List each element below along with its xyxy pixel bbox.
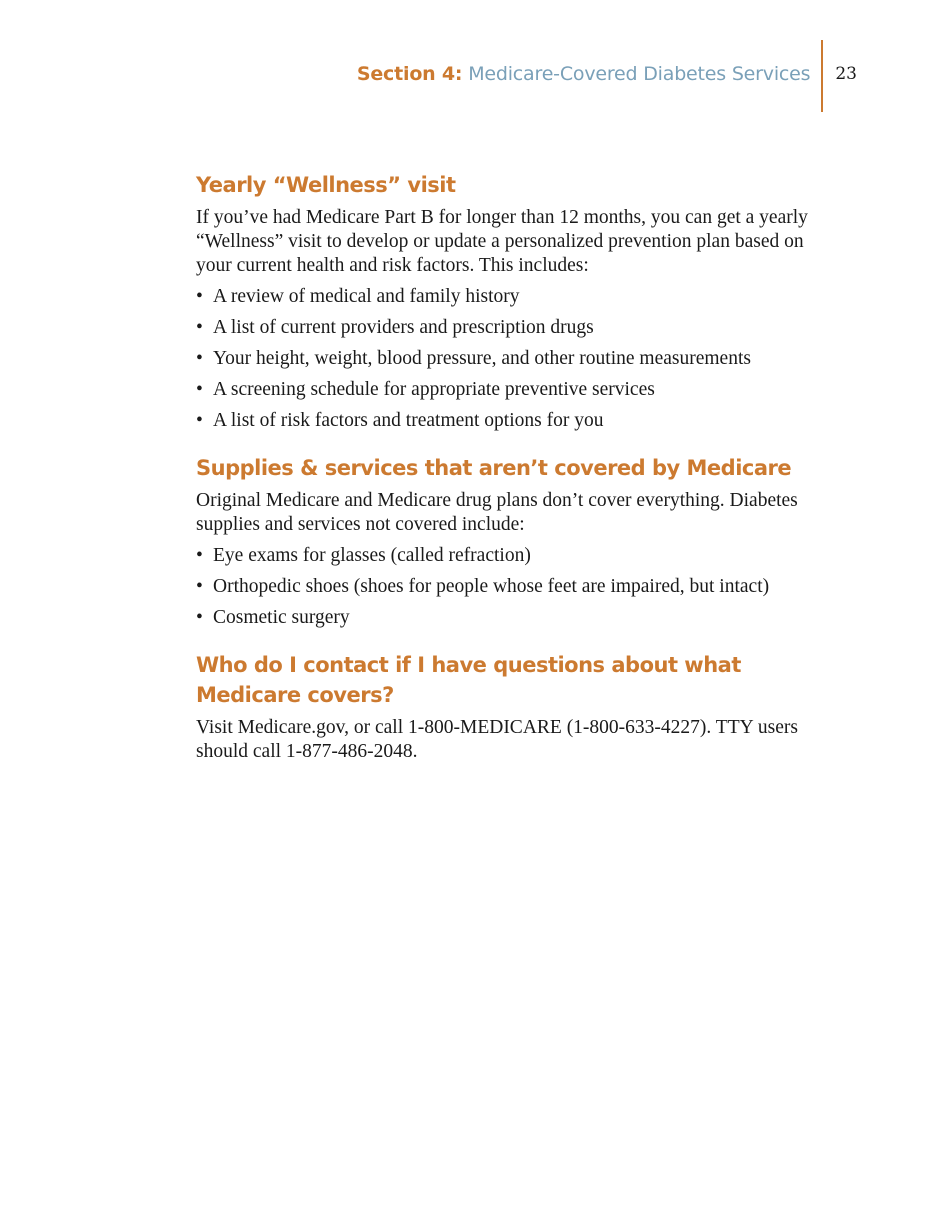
- page-content: [196, 170, 836, 784]
- header-section-title: Medicare-Covered Diabetes Services: [468, 63, 811, 85]
- section-contact: [196, 650, 836, 764]
- list-item: • Orthopedic shoes (shoes for people whose feet are impaired, but intact): [196, 575, 836, 599]
- section-wellness-visit: [196, 170, 836, 433]
- list-item: • Cosmetic surgery: [196, 606, 836, 630]
- section-not-covered: [196, 453, 836, 630]
- running-header: [357, 62, 821, 86]
- section-heading: Yearly “Wellness” visit: [196, 173, 456, 197]
- page-header: [357, 40, 857, 112]
- list-item: • A list of risk factors and treatment options for you: [196, 409, 836, 433]
- list-item: • A review of medical and family history: [196, 285, 836, 309]
- section-paragraph: Visit Medicare.gov, or call 1-800-MEDICARE (1-800-633-4227). TTY users should call 1-877-486-2048.: [196, 717, 798, 762]
- bullet-list: [196, 285, 836, 433]
- list-item: • A screening schedule for appropriate preventive services: [196, 378, 836, 402]
- page-number: 23: [835, 64, 857, 84]
- section-paragraph: Original Medicare and Medicare drug plans don’t cover everything. Diabetes supplies and services not covered include:: [196, 490, 798, 535]
- section-heading: Supplies & services that aren’t covered by Medicare: [196, 456, 792, 480]
- section-heading: Who do I contact if I have questions about what Medicare covers?: [196, 653, 741, 707]
- list-item: • A list of current providers and prescription drugs: [196, 316, 836, 340]
- header-section-label: Section 4:: [356, 63, 463, 85]
- section-paragraph: If you’ve had Medicare Part B for longer than 12 months, you can get a yearly “Wellness” visit to develop or update a personalized prevention plan based on your current health and risk factors. This includes:: [196, 207, 808, 276]
- bullet-list: [196, 544, 836, 630]
- list-item: • Your height, weight, blood pressure, and other routine measurements: [196, 347, 836, 371]
- list-item: • Eye exams for glasses (called refraction): [196, 544, 836, 568]
